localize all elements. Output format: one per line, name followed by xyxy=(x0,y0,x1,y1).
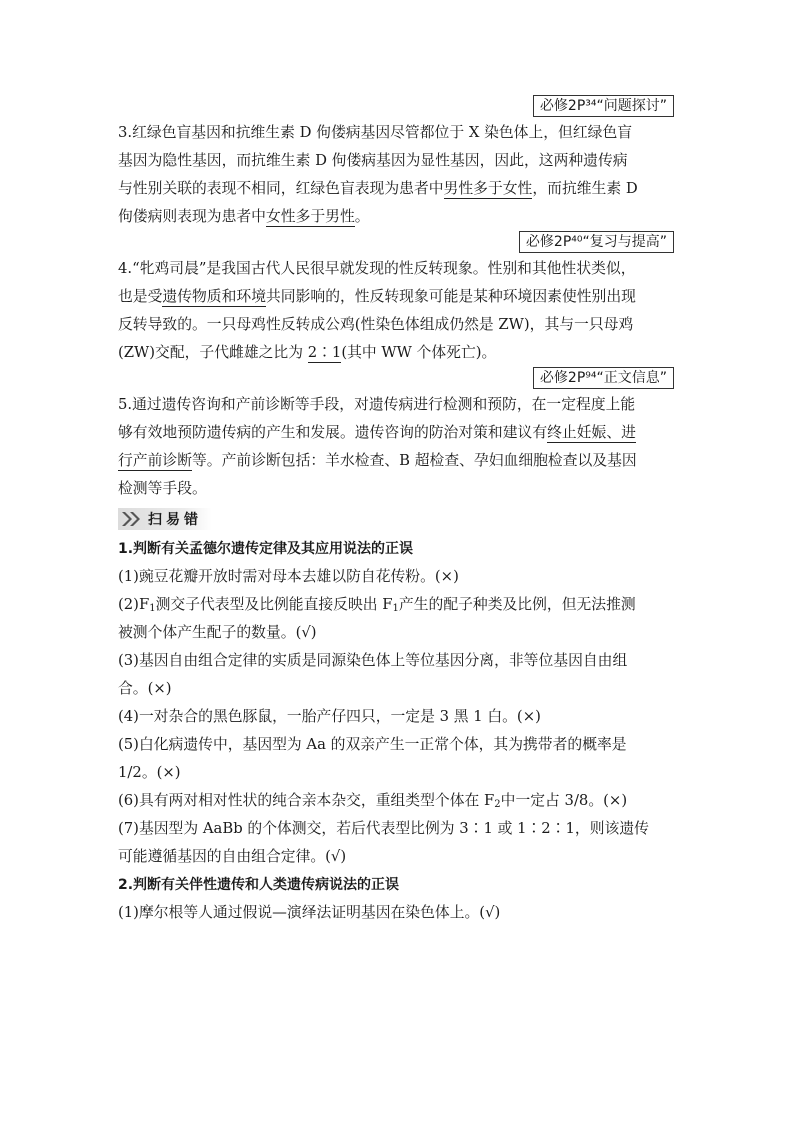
source-ref xyxy=(118,231,674,255)
section-title: 1.判断有关孟德尔遗传定律及其应用说法的正误 xyxy=(118,541,414,557)
text-line: 基因为隐性基因，而抗维生素 D 佝偻病基因为显性基因，因此，这两种遗传病 xyxy=(118,152,628,169)
judgement-item-cont: 合。(×) xyxy=(118,680,172,697)
judgement-item: (7)基因型为 AaBb 的个体测交，若后代表型比例为 3∶1 或 1∶2∶1，则该遗传 xyxy=(118,820,649,837)
judgement-item: (6)具有两对相对性状的纯合亲本杂交，重组类型个体在 $F_2$中一定占 3/8。(×) xyxy=(118,792,628,810)
paragraph-4 xyxy=(118,255,674,367)
source-tag: 必修2P³⁴“问题探讨” xyxy=(533,95,674,117)
paragraph-3 xyxy=(118,119,674,231)
text-line: 反转导致的。一只母鸡性反转成公鸡(性染色体组成仍然是 ZW)，其与一只母鸡 xyxy=(118,316,634,333)
text-line: 检测等手段。 xyxy=(118,480,207,497)
judgement-item-cont: 被测个体产生配子的数量。(√) xyxy=(118,624,317,641)
underlined-answer: 女性多于男性 xyxy=(265,208,355,225)
double-chevron-icon xyxy=(120,510,142,528)
text-line: (ZW)交配，子代雌雄之比为 2∶1(其中 WW 个体死亡)。 xyxy=(118,344,497,361)
section-1 xyxy=(118,535,674,871)
text-line: 4.“牝鸡司晨”是我国古代人民很早就发现的性反转现象。性别和其他性状类似， xyxy=(118,260,636,277)
text-line: 5.通过遗传咨询和产前诊断等手段，对遗传病进行检测和预防，在一定程度上能 xyxy=(118,396,636,413)
source-ref xyxy=(118,367,674,391)
judgement-item: (1)摩尔根等人通过假说—演绎法证明基因在染色体上。(√) xyxy=(118,904,501,921)
text-line: 与性别关联的表现不相同，红绿色盲表现为患者中男性多于女性，而抗维生素 D xyxy=(118,180,638,197)
judgement-item-cont: 1/2。(×) xyxy=(118,764,181,781)
banner-title: 扫易错 xyxy=(148,512,202,528)
judgement-item: (5)白化病遗传中，基因型为 Aa 的双亲产生一正常个体，其为携带者的概率是 xyxy=(118,736,627,753)
text-line: 3.红绿色盲基因和抗维生素 D 佝偻病基因尽管都位于 X 染色体上，但红绿色盲 xyxy=(118,124,633,141)
judgement-item: (4)一对杂合的黑色豚鼠，一胎产仔四只，一定是 3 黑 1 白。(×) xyxy=(118,708,541,725)
underlined-answer: 2∶1 xyxy=(307,344,342,361)
page-content xyxy=(118,95,674,927)
text-line: 也是受遗传物质和环境共同影响的，性反转现象可能是某种环境因素使性别出现 xyxy=(118,288,636,305)
underlined-answer: 男性多于女性 xyxy=(443,180,533,197)
section-2 xyxy=(118,871,674,927)
underlined-answer: 行产前诊断 xyxy=(118,452,192,469)
paragraph-5 xyxy=(118,391,674,503)
source-ref xyxy=(118,95,674,119)
judgement-item: $(2)F_1$测交子代表型及比例能直接反映出 $F_1$产生的配子种类及比例，但无法推测 xyxy=(118,596,636,614)
judgement-item: (1)豌豆花瓣开放时需对母本去雄以防自花传粉。(×) xyxy=(118,568,459,585)
section-title: 2.判断有关伴性遗传和人类遗传病说法的正误 xyxy=(118,877,400,893)
judgement-item: (3)基因自由组合定律的实质是同源染色体上等位基因分离，非等位基因自由组 xyxy=(118,652,628,669)
text-line: 够有效地预防遗传病的产生和发展。遗传咨询的防治对策和建议有终止妊娠、进 xyxy=(118,424,636,441)
section-banner xyxy=(118,505,674,533)
source-tag: 必修2P⁹⁴“正文信息” xyxy=(533,367,674,389)
judgement-item-cont: 可能遵循基因的自由组合定律。(√) xyxy=(118,848,347,865)
text-line: 行产前诊断等。产前诊断包括：羊水检查、B 超检查、孕妇血细胞检查以及基因 xyxy=(118,452,637,469)
source-tag: 必修2P⁴⁰“复习与提高” xyxy=(519,231,674,253)
underlined-answer: 终止妊娠、进 xyxy=(547,424,636,441)
underlined-answer: 遗传物质和环境 xyxy=(162,288,266,305)
text-line: 佝偻病则表现为患者中女性多于男性。 xyxy=(118,208,370,225)
